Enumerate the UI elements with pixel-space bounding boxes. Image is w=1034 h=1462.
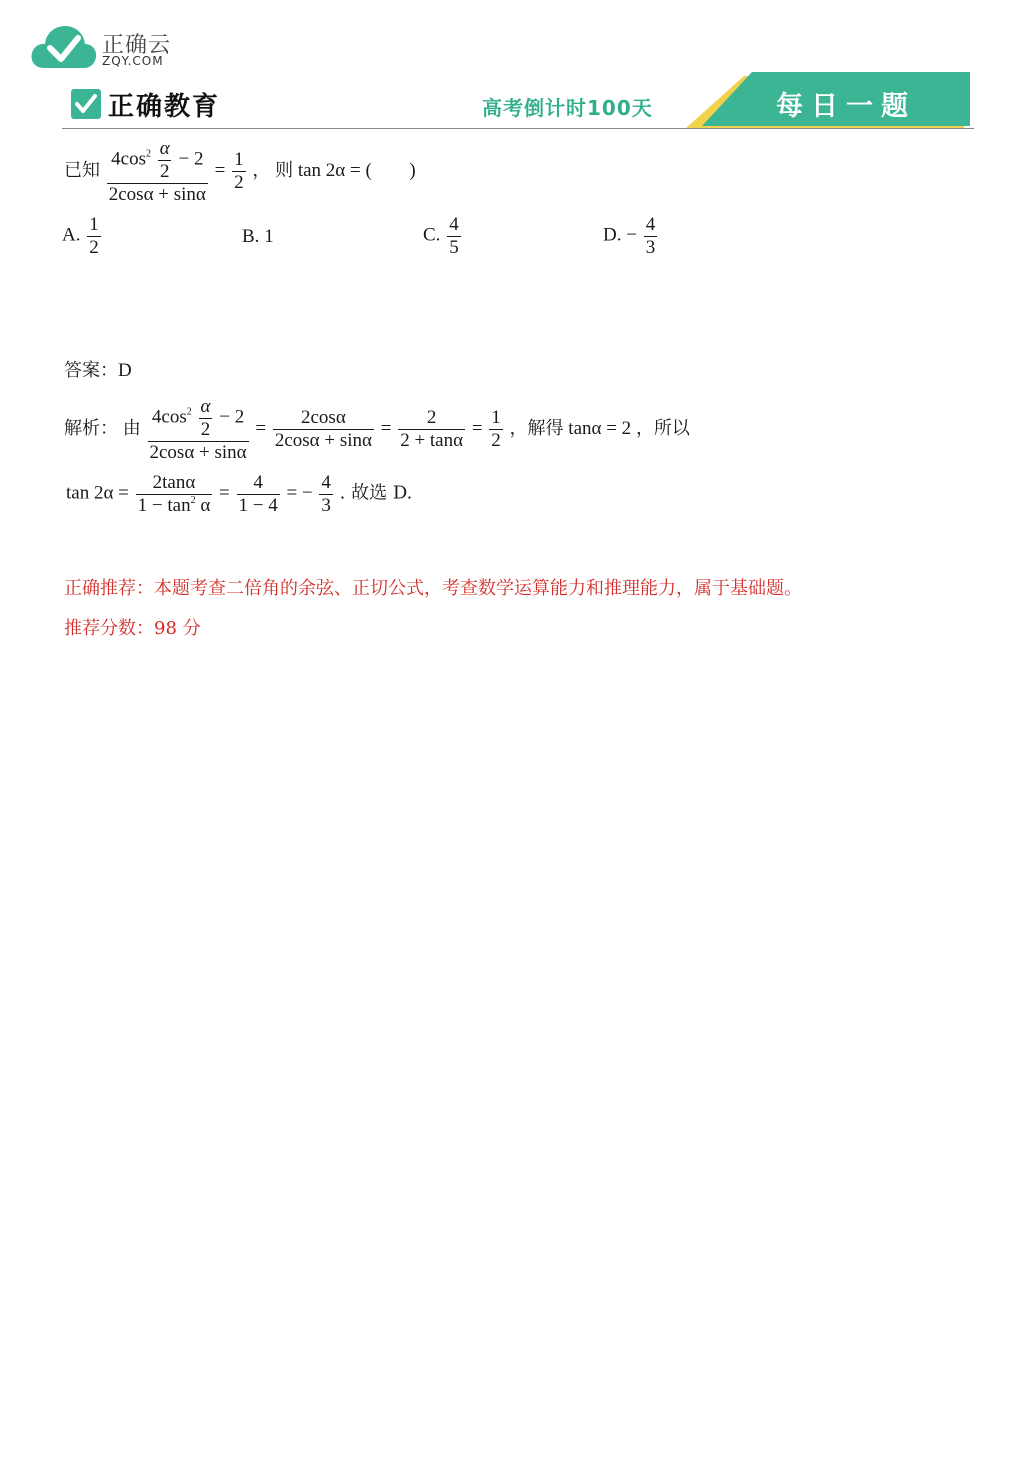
- question-stem: 已知 $4\cos^2$ $\frac{\alpha}{2}$ − 2 2cosα + sinα = $\frac{1}{2}$ ， 则 tan 2α = ( ): [64, 138, 416, 205]
- recommend-score: 推荐分数：98 分: [64, 618, 201, 639]
- option-d: D. − $\frac{4}{3}$: [603, 214, 656, 258]
- option-c: C. $\frac{4}{5}$: [423, 214, 459, 258]
- cloud-check-logo-icon: [30, 22, 98, 72]
- banner-title: 每日一题: [776, 91, 916, 122]
- answer-line: 答案：D: [64, 360, 132, 381]
- brand-title: 正确教育: [108, 92, 221, 122]
- option-a: A. $\frac{1}{2}$: [62, 214, 99, 258]
- question-fraction: $4\cos^2$ $\frac{\alpha}{2}$ − 2 2cosα + sinα: [108, 138, 206, 205]
- analysis-line-1: 解析： 由 $4\cos^2$ $\frac{\alpha}{2}$ − 2 2cosα + sinα = $\frac{2\cos\alpha}{2\cos\alpha + \sin\alpha}$ = $\frac{2}{2 + \tan\alpha}$ = $\frac{1}{2}$ ，解得 tanα = 2 ，所以: [64, 396, 690, 463]
- option-b: B. 1: [242, 226, 274, 247]
- recommend-text: 正确推荐：本题考查二倍角的余弦、正切公式，考查数学运算能力和推理能力，属于基础题。: [64, 578, 802, 599]
- analysis-line-2: tan 2α = $\frac{2\tan\alpha}{1 - \tan^2 \alpha}$ = $\frac{4}{1 - 4}$ = − $\frac{4}{3}$ . 故选 D.: [66, 472, 413, 516]
- logo-domain: ZQY.COM: [102, 54, 164, 68]
- check-box-icon: [70, 88, 102, 120]
- logo-title: 正确云: [102, 33, 172, 58]
- header-divider: [62, 128, 974, 129]
- countdown-text: 高考倒计时100天: [482, 96, 653, 120]
